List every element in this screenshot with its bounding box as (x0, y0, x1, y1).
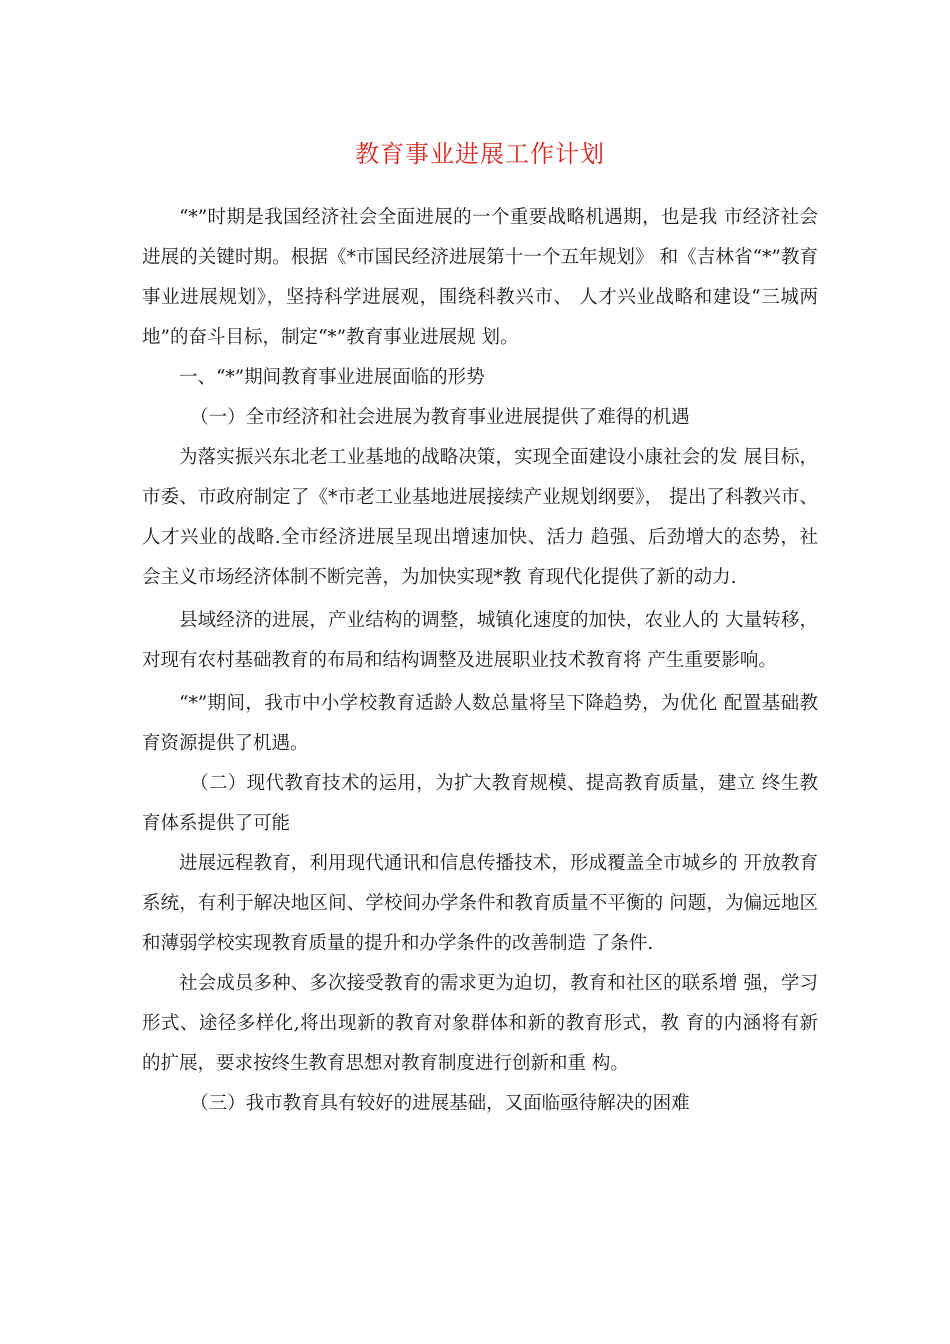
section-heading-1: 一、“*”期间教育事业进展面临的形势 (179, 367, 485, 388)
paragraph-4: 进展远程教育，利用现代通讯和信息传播技术，形成覆盖全市城乡的 开放教育系统，有利于解决地区间、学校间办学条件和教育质量不平衡的 问题，为偏远地区和薄弱学校实现教育质量的提升和办学条件的改善制造 了条件. (142, 853, 818, 954)
paragraph-3: “*”期间，我市中小学校教育适龄人数总量将呈下降趋势，为优化 配置基础教育资源提供了机遇。 (142, 693, 818, 754)
document-title: 教育事业进展工作计划 (355, 140, 605, 168)
subsection-heading-3: （三）我市教育具有较好的进展基础，又面临亟待解决的困难 (190, 1093, 690, 1114)
paragraph-1: 为落实振兴东北老工业基地的战略决策，实现全面建设小康社会的发 展目标，市委、市政府制定了《*市老工业基地进展接续产业规划纲要》， 提出了科教兴市、人才兴业的战略.全市经济进展呈现出增速加快、活力 趋强、后劲增大的态势，社会主义市场经济体制不断完善，为加快实现*教 育现代化提供了新的动力. (142, 447, 818, 588)
subsection-heading-1: （一）全市经济和社会进展为教育事业进展提供了难得的机遇 (190, 407, 690, 428)
subsection-heading-2: （二）现代教育技术的运用，为扩大教育规模、提高教育质量，建立 终生教育体系提供了可能 (142, 773, 818, 834)
paragraph-intro: “*”时期是我国经济社会全面进展的一个重要战略机遇期，也是我 市经济社会进展的关键时期。根据《*市国民经济进展第十一个五年规划》 和《吉林省“*”教育事业进展规划》，坚持科学进展观，围绕科教兴市、 人才兴业战略和建设“三城两地”的奋斗目标，制定“*”教育事业进展规 划。 (142, 207, 818, 348)
document-body (142, 198, 818, 1124)
paragraph-5: 社会成员多种、多次接受教育的需求更为迫切，教育和社区的联系增 强，学习形式、途径多样化,将出现新的教育对象群体和新的教育形式，教 育的内涵将有新的扩展，要求按终生教育思想对教育制度进行创新和重 构。 (142, 973, 818, 1074)
paragraph-2: 县域经济的进展，产业结构的调整，城镇化速度的加快，农业人的 大量转移，对现有农村基础教育的布局和结构调整及进展职业技术教育将 产生重要影响。 (142, 610, 818, 671)
